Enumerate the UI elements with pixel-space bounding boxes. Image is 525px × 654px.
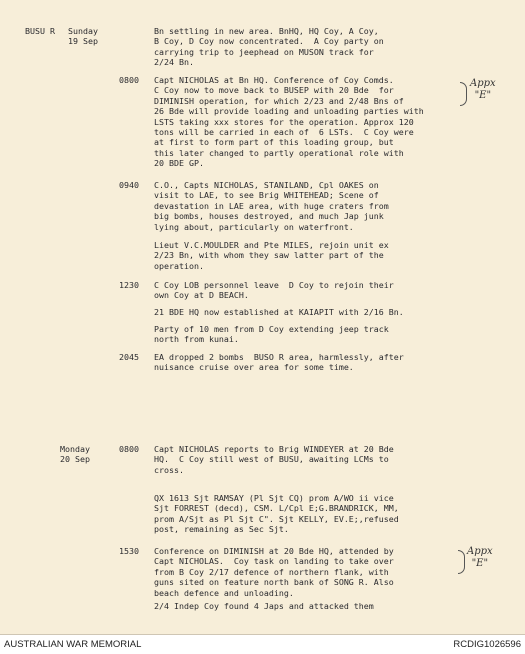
entry-time: 0800	[119, 75, 139, 85]
entry-time: 2045	[119, 352, 139, 362]
entry-text: Conference on DIMINISH at 20 Bde HQ, attended by Capt NICHOLAS. Coy task on landing to take over from B Coy 2/17 defence of northern flank, with guns sited on feature north bank of SONG R. Also beach defence and unloading.	[154, 546, 394, 598]
annotation-bracket	[458, 550, 465, 574]
entry-date: Monday 20 Sep	[60, 444, 90, 465]
appendix-annotation: Appx "E"	[467, 546, 493, 569]
entry-text: 21 BDE HQ now established at KAIAPIT with 2/16 Bn.	[154, 307, 404, 317]
entry-text: C.O., Capts NICHOLAS, STANILAND, Cpl OAKES on visit to LAE, to see Brig WHITEHEAD; Scene of devastation in LAE area, with huge craters from big bombs, houses destroyed, and much Jap junk lying about, particularly on waterfront.	[154, 180, 389, 232]
entry-text: Party of 10 men from D Coy extending jeep track north from kunai.	[154, 324, 389, 345]
entry-time: 0940	[119, 180, 139, 190]
footer-source: AUSTRALIAN WAR MEMORIAL	[4, 639, 142, 650]
entry-text: QX 1613 Sjt RAMSAY (Pl Sjt CQ) prom A/WO ii vice Sjt FORREST (decd), CSM. L/Cpl E;G.BRANDRICK, MM, prom A/Sjt as Pl Sjt C". Sjt KELLY, EV.E;,refused post, remaining as Sec Sjt.	[154, 493, 399, 535]
entry-text: Capt NICHOLAS reports to Brig WINDEYER at 20 Bde HQ. C Coy still west of BUSU, awaiting LCMs to cross.	[154, 444, 394, 475]
entry-text: Capt NICHOLAS at Bn HQ. Conference of Coy Comds. C Coy now to move back to BUSEP with 20 Bde for DIMINISH operation, for which 2/23 and 2/48 Bns of 26 Bde will provide loading and unloading parties with LSTS taking xxx stores for the operation. Approx 120 tons will be carried in each of 6 LSTs. C Coy were at first to form part of this loading group, but this later changed to partly operational role with 20 BDE GP.	[154, 75, 424, 169]
entry-text: 2/4 Indep Coy found 4 Japs and attacked them	[154, 601, 374, 611]
appendix-annotation: Appx "E"	[470, 78, 496, 101]
entry-time: 0800	[119, 444, 139, 454]
entry-text: C Coy LOB personnel leave D Coy to rejoin their own Coy at D BEACH.	[154, 280, 394, 301]
entry-date: Sunday 19 Sep	[68, 26, 98, 47]
entry-time: 1230	[119, 280, 139, 290]
archive-footer	[0, 634, 525, 654]
entry-text: Bn settling in new area. BnHQ, HQ Coy, A Coy, B Coy, D Coy now concentrated. A Coy party on carrying trip to jeephead on MUSON track for 2/24 Bn.	[154, 26, 384, 68]
entry-text: EA dropped 2 bombs BUSO R area, harmlessly, after nuisance cruise over area for some time.	[154, 352, 404, 373]
entry-time: 1530	[119, 546, 139, 556]
footer-id: RCDIG1026596	[453, 639, 521, 650]
location-label: BUSU R	[25, 26, 55, 36]
entry-text: Lieut V.C.MOULDER and Pte MILES, rejoin unit ex 2/23 Bn, with whom they saw latter part of the operation.	[154, 240, 389, 271]
annotation-bracket	[460, 82, 467, 106]
